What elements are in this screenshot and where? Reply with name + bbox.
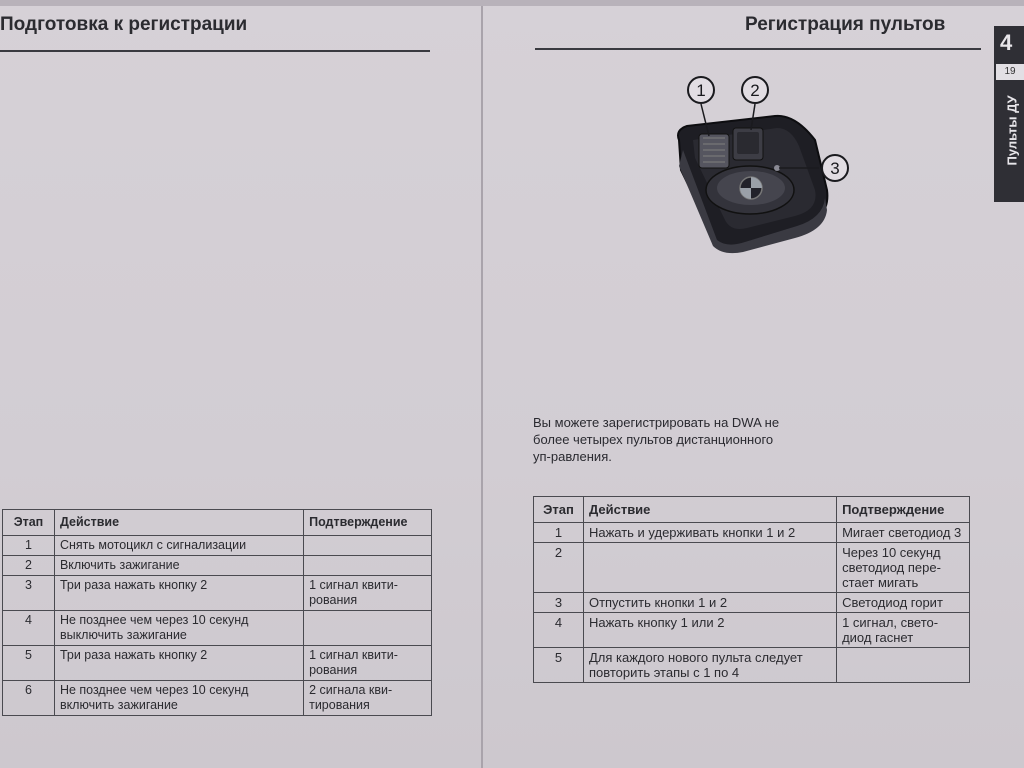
action-cell: Для каждого нового пульта следует повторить этапы с 1 по 4 — [583, 648, 836, 683]
confirm-cell: Мигает светодиод 3 — [837, 523, 970, 543]
step-cell: 2 — [534, 543, 584, 593]
confirm-cell: Через 10 секунд светодиод пере-стает мигать — [837, 543, 970, 593]
step-cell: 3 — [534, 593, 584, 613]
step-cell: 2 — [3, 556, 55, 576]
callout-3-label: 3 — [830, 159, 840, 178]
action-cell: Отпустить кнопки 1 и 2 — [583, 593, 836, 613]
left-page-heading: Подготовка к регистрации — [0, 14, 248, 35]
confirm-cell: 1 сигнал, свето-диод гаснет — [837, 613, 970, 648]
right-page-heading: Регистрация пультов — [745, 14, 946, 35]
step-cell: 1 — [3, 536, 55, 556]
table-row — [534, 543, 970, 593]
step-cell: 3 — [3, 576, 55, 611]
callout-1-label: 1 — [696, 81, 706, 100]
confirm-cell: 1 сигнал квити-рования — [304, 646, 432, 681]
top-edge — [0, 0, 1024, 6]
action-cell: Снять мотоцикл с сигнализации — [54, 536, 303, 556]
table-row — [534, 523, 970, 543]
button-1-icon — [699, 134, 729, 168]
chapter-number: 4 — [1000, 30, 1013, 55]
intro-paragraph: Вы можете зарегистрировать на DWA не более четырех пультов дистанционного уп-равления. — [533, 415, 780, 464]
header-step: Этап — [3, 510, 55, 536]
action-cell: Три раза нажать кнопку 2 — [54, 646, 303, 681]
action-cell: Не позднее чем через 10 секунд включить зажигание — [54, 681, 303, 716]
table-header-row — [534, 497, 970, 523]
header-action: Действие — [583, 497, 836, 523]
table-row — [3, 536, 432, 556]
action-cell — [583, 543, 836, 593]
header-confirm: Подтверждение — [304, 510, 432, 536]
action-cell: Не позднее чем через 10 секунд выключить зажигание — [54, 611, 303, 646]
right-heading-rule — [535, 48, 981, 50]
action-cell: Три раза нажать кнопку 2 — [54, 576, 303, 611]
step-cell: 6 — [3, 681, 55, 716]
step-cell: 5 — [3, 646, 55, 681]
header-confirm: Подтверждение — [837, 497, 970, 523]
chapter-label: Пульты ДУ — [1004, 95, 1020, 166]
button-2-icon — [733, 128, 763, 160]
right-steps-table — [533, 496, 970, 683]
callout-1 — [688, 77, 714, 103]
left-heading-rule — [0, 50, 430, 52]
confirm-cell: 2 сигнала кви-тирования — [304, 681, 432, 716]
step-cell: 1 — [534, 523, 584, 543]
confirm-cell — [304, 611, 432, 646]
book-spine — [481, 0, 483, 768]
step-cell: 5 — [534, 648, 584, 683]
table-row — [3, 611, 432, 646]
callout-2-label: 2 — [750, 81, 760, 100]
confirm-cell: Светодиод горит — [837, 593, 970, 613]
table-row — [534, 648, 970, 683]
confirm-cell — [837, 648, 970, 683]
table-row — [3, 681, 432, 716]
confirm-cell: 1 сигнал квити-рования — [304, 576, 432, 611]
action-cell: Нажать и удерживать кнопки 1 и 2 — [583, 523, 836, 543]
table-row — [534, 613, 970, 648]
header-action: Действие — [54, 510, 303, 536]
callout-2 — [742, 77, 768, 103]
action-cell: Включить зажигание — [54, 556, 303, 576]
table-row — [3, 576, 432, 611]
left-steps-table — [2, 509, 432, 716]
page-number: 19 — [996, 64, 1024, 80]
confirm-cell — [304, 556, 432, 576]
table-row — [3, 556, 432, 576]
table-row — [3, 646, 432, 681]
table-row — [534, 593, 970, 613]
callout-3 — [822, 155, 848, 181]
step-cell: 4 — [534, 613, 584, 648]
remote-control-illustration — [665, 70, 865, 260]
step-cell: 4 — [3, 611, 55, 646]
action-cell: Нажать кнопку 1 или 2 — [583, 613, 836, 648]
header-step: Этап — [534, 497, 584, 523]
confirm-cell — [304, 536, 432, 556]
table-header-row — [3, 510, 432, 536]
